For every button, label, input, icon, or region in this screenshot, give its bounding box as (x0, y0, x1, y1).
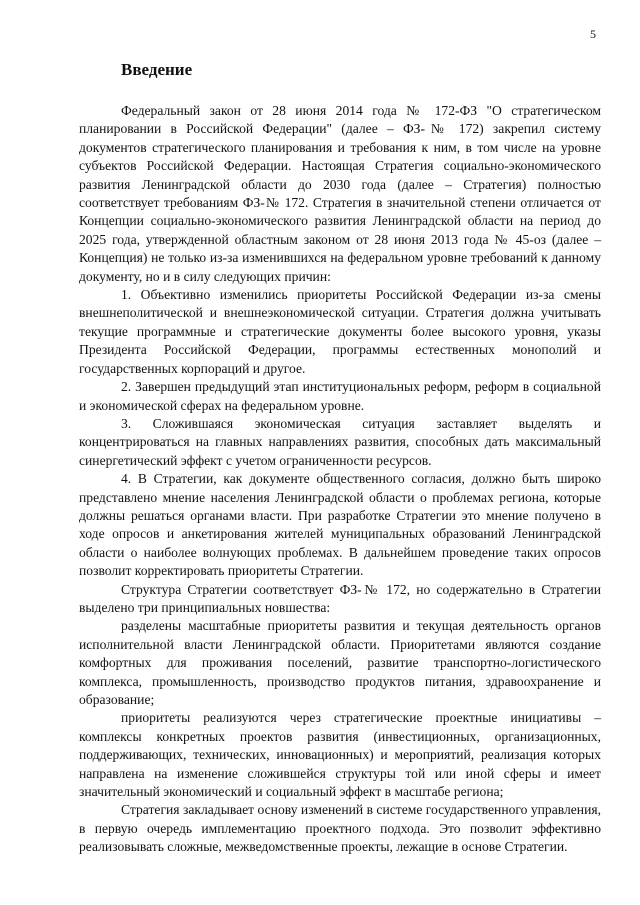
paragraph-innovation-1: разделены масштабные приоритеты развития и текущая деятельность органов исполнительной власти Ленинградской области. Приоритетами являются создание комфортных для проживания поселений, развитие транспортно-логистического комплекса, промышленность, производство продуктов питания, здравоохранение и образование; (79, 618, 601, 707)
paragraph-intro: Федеральный закон от 28 июня 2014 года № 172-ФЗ "О стратегическом планировании в Российской Федерации" (далее – ФЗ-№ 172) закрепил систему документов стратегического планирования и требования к ним, в том числе на уровне субъектов Российской Федерации. Настоящая Стратегия социально-экономического развития Ленинградской области до 2030 года (далее – Стратегия) полностью соответствует требованиям ФЗ-№ 172. Стратегия в значительной степени отличается от Концепции социально-экономического развития Ленинградской области на период до 2025 года, утвержденной областным законом от 28 июня 2013 года № 45-оз (далее – Концепция) не только из-за изменившихся на федеральном уровне требований к данному документу, но и в силу следующих причин: (79, 103, 601, 284)
section-heading: Введение (121, 60, 193, 79)
paragraph-reason-1: 1. Объективно изменились приоритеты Российской Федерации из-за смены внешнеполитической и внешнеэкономической ситуации. Стратегия должна учитывать текущие программные и стратегические документы более высокого уровня, указы Президента Российской Федерации, программы естественных монополий и государственных корпораций и другое. (79, 287, 601, 376)
paragraph-innovation-3: Стратегия закладывает основу изменений в системе государственного управления, в первую очередь имплементацию проектного подхода. Это позволит эффективно реализовывать сложные, межведомственные проекты, лежащие в основе Стратегии. (79, 802, 601, 855)
paragraph-structure: Структура Стратегии соответствует ФЗ-№ 172, но содержательно в Стратегии выделено три принципиальных новшества: (79, 581, 601, 615)
paragraph-reason-4: 4. В Стратегии, как документе общественного согласия, должно быть широко представлено мнение населения Ленинградской области о проблемах региона, которые должны решаться органами власти. При разработке Стратегии это мнение получено в ходе опросов и анкетирования жителей муниципальных образований Ленинградской области о наиболее волнующих проблемах. В дальнейшем проведение таких опросов позволит корректировать приоритеты Стратегии. (79, 471, 601, 579)
paragraph-reason-3: 3. Сложившаяся экономическая ситуация заставляет выделять и концентрироваться на главных направлениях развития, способных дать максимальный синергетический эффект с учетом ограниченности ресурсов. (79, 415, 601, 468)
paragraph-innovation-2: приоритеты реализуются через стратегические проектные инициативы – комплексы конкретных проектов развития (инвестиционных, организационных, поддерживающих, технических, инновационных) и мероприятий, реализация которых направлена на изменение сложившейся структуры той или иной сферы и имеет значительный экономический и социальный эффект в масштабе региона; (79, 710, 601, 800)
page-number: 5 (590, 27, 596, 41)
document-body (79, 60, 601, 857)
paragraph-reason-2: 2. Завершен предыдущий этап институциональных реформ, реформ в социальной и экономической сферах на федеральном уровне. (79, 379, 601, 413)
